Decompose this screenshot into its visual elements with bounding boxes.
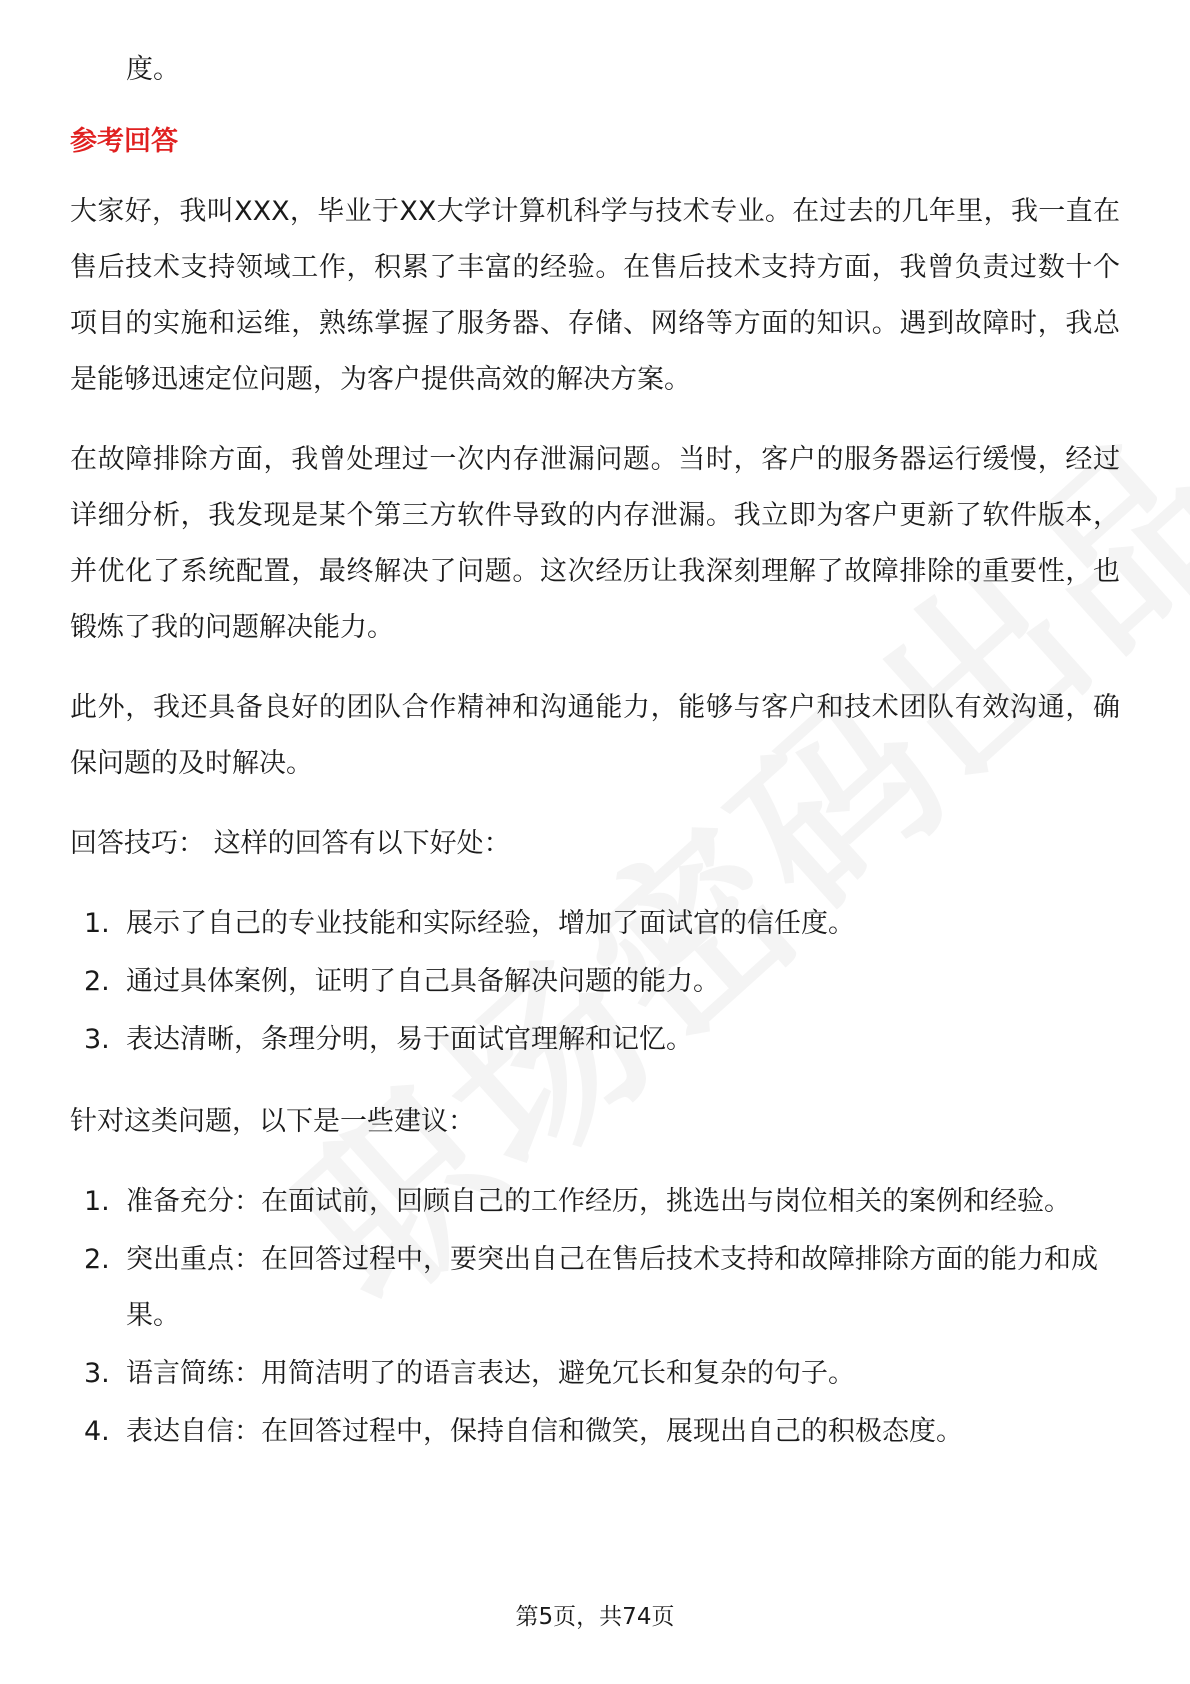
list-item: [70, 1404, 1120, 1460]
list-item: [70, 1232, 1120, 1344]
list-number: 3.: [84, 1024, 110, 1055]
advice-intro: 针对这类问题，以下是一些建议：: [70, 1106, 475, 1137]
advice-list: [70, 1174, 1120, 1460]
list-number: 2.: [84, 1244, 110, 1275]
list-item: [70, 954, 1120, 1010]
list-item-text: 突出重点：在回答过程中，要突出自己在售后技术支持和故障排除方面的能力和成果。: [126, 1244, 1098, 1331]
page-number-footer: 第5页，共74页: [515, 1604, 675, 1630]
list-item: [70, 1346, 1120, 1402]
continued-text-fragment: 度。: [126, 54, 180, 85]
list-item: [70, 1012, 1120, 1068]
list-number: 4.: [84, 1416, 110, 1447]
section-heading: 参考回答: [70, 126, 178, 157]
answer-paragraph-2: 在故障排除方面，我曾处理过一次内存泄漏问题。当时，客户的服务器运行缓慢，经过详细分析，我发现是某个第三方软件导致的内存泄漏。我立即为客户更新了软件版本，并优化了系统配置，最终解决了问题。这次经历让我深刻理解了故障排除的重要性，也锻炼了我的问题解决能力。: [70, 444, 1120, 643]
list-number: 2.: [84, 966, 110, 997]
list-item-text: 表达清晰，条理分明，易于面试官理解和记忆。: [126, 1024, 693, 1055]
list-number: 1.: [84, 1186, 110, 1217]
list-number: 1.: [84, 908, 110, 939]
page-content: [70, 44, 1120, 1486]
list-item-text: 表达自信：在回答过程中，保持自信和微笑，展现出自己的积极态度。: [126, 1416, 963, 1447]
list-item-text: 展示了自己的专业技能和实际经验，增加了面试官的信任度。: [126, 908, 855, 939]
list-item: [70, 1174, 1120, 1230]
list-item: [70, 896, 1120, 952]
list-item-text: 通过具体案例，证明了自己具备解决问题的能力。: [126, 966, 720, 997]
list-number: 3.: [84, 1358, 110, 1389]
tips-list: [70, 896, 1120, 1068]
list-item-text: 语言简练：用简洁明了的语言表达，避免冗长和复杂的句子。: [126, 1358, 855, 1389]
answer-paragraph-3: 此外，我还具备良好的团队合作精神和沟通能力，能够与客户和技术团队有效沟通，确保问题的及时解决。: [70, 692, 1120, 779]
answer-paragraph-1: 大家好，我叫XXX，毕业于XX大学计算机科学与技术专业。在过去的几年里，我一直在售后技术支持领域工作，积累了丰富的经验。在售后技术支持方面，我曾负责过数十个项目的实施和运维，熟练掌握了服务器、存储、网络等方面的知识。遇到故障时，我总是能够迅速定位问题，为客户提供高效的解决方案。: [70, 196, 1120, 395]
tips-intro: 回答技巧： 这样的回答有以下好处：: [70, 828, 511, 859]
list-item-text: 准备充分：在面试前，回顾自己的工作经历，挑选出与岗位相关的案例和经验。: [126, 1186, 1071, 1217]
